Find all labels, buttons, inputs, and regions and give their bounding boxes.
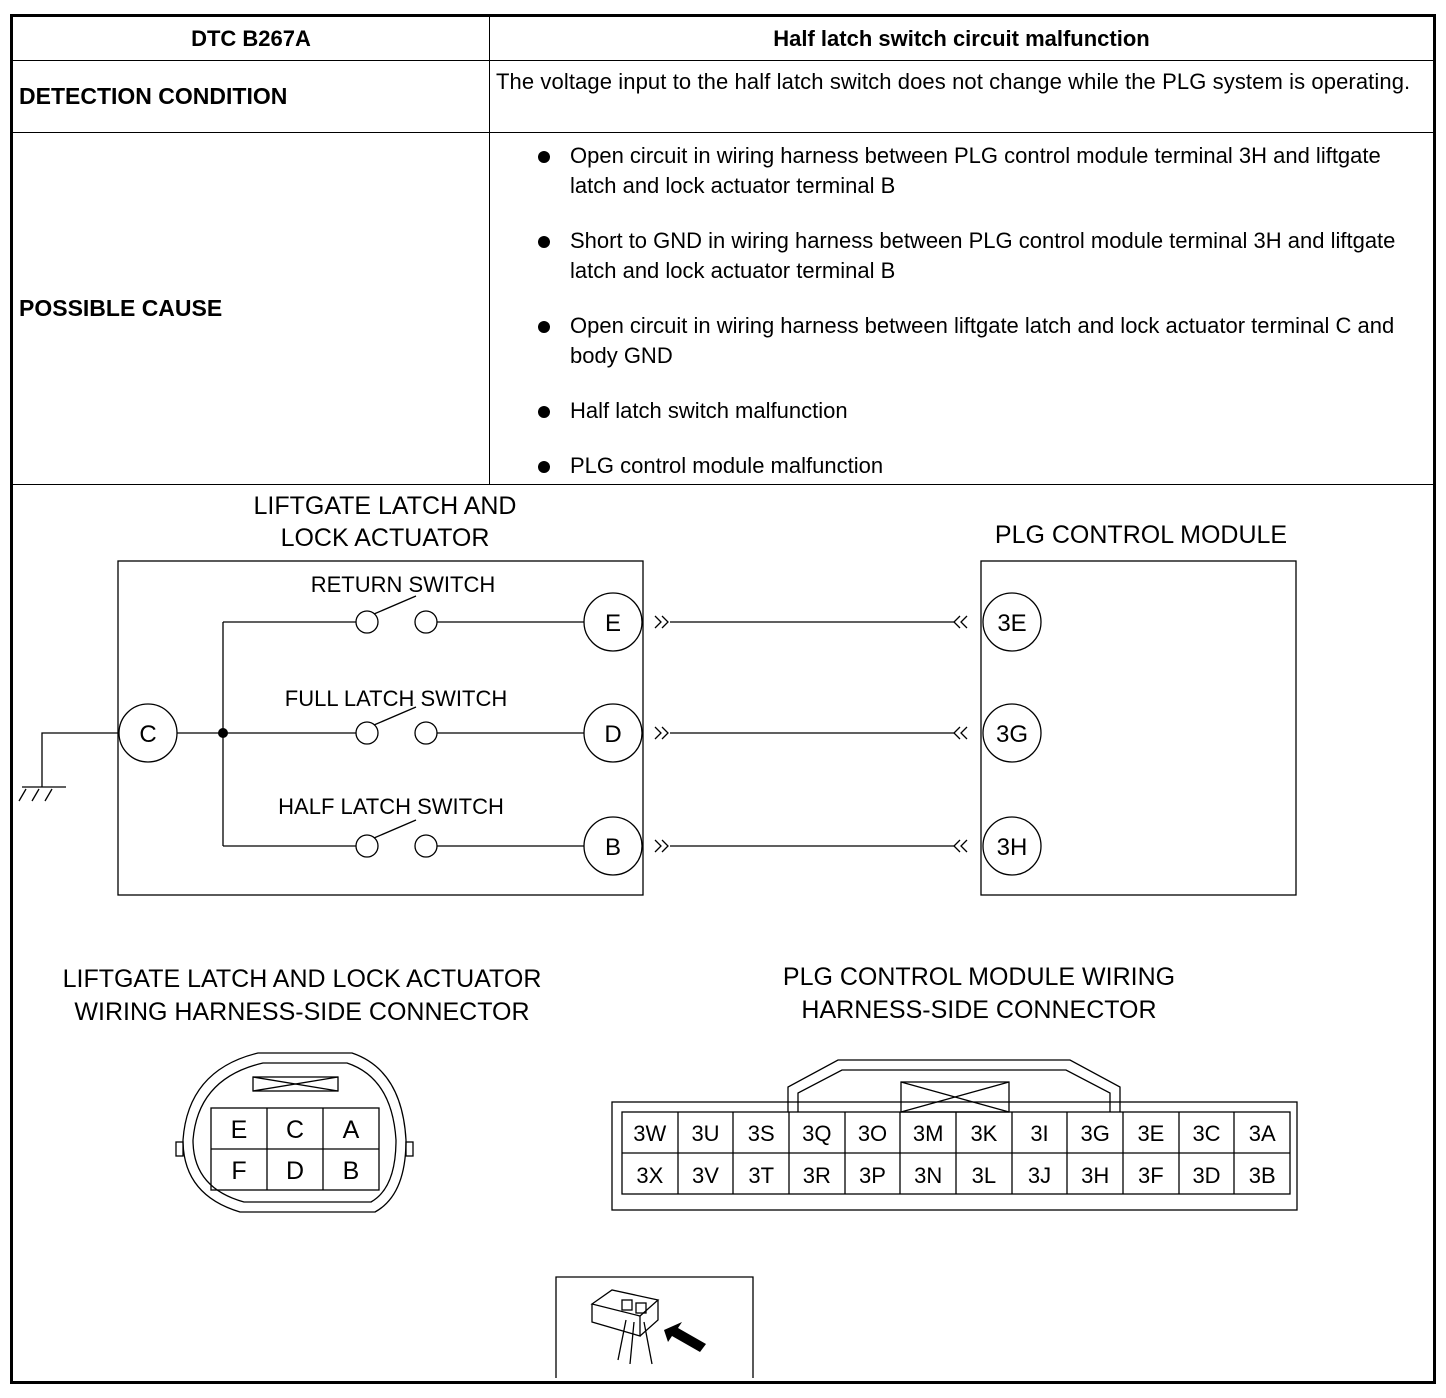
- terminal-c-label: C: [139, 721, 157, 748]
- module-pin: 3G: [1080, 1121, 1110, 1146]
- module-box: [981, 561, 1296, 895]
- module-pin: 3C: [1192, 1121, 1221, 1146]
- module-pin: 3U: [691, 1121, 720, 1146]
- half-latch-switch-label: HALF LATCH SWITCH: [278, 794, 504, 819]
- actuator-pin: B: [342, 1157, 360, 1185]
- actuator-pin: D: [285, 1157, 305, 1185]
- module-pin: 3R: [802, 1163, 831, 1188]
- actuator-pin: F: [231, 1157, 247, 1185]
- module-title: PLG CONTROL MODULE: [994, 521, 1288, 549]
- module-pin: 3I: [1030, 1121, 1049, 1146]
- terminal-3e-label: 3E: [997, 610, 1027, 637]
- cause-item: Short to GND in wiring harness between PLG control module terminal 3H and liftgate latch and lock actuator terminal B: [530, 226, 1403, 286]
- cause-item: Open circuit in wiring harness between PLG control module terminal 3H and liftgate latch and lock actuator terminal B: [530, 141, 1403, 201]
- terminal-e-label: E: [604, 610, 622, 637]
- actuator-pin: C: [285, 1116, 305, 1144]
- terminal-3h-label: 3H: [996, 834, 1028, 861]
- view-arrow-icon: [664, 1322, 706, 1352]
- actuator-pin: A: [342, 1116, 360, 1144]
- detection-label: DETECTION CONDITION: [13, 61, 490, 132]
- cause-item: Half latch switch malfunction: [530, 396, 1403, 426]
- module-pin: 3M: [912, 1121, 944, 1146]
- junction-dot: [218, 728, 228, 738]
- return-switch: [356, 596, 584, 633]
- module-pin: 3T: [748, 1163, 775, 1188]
- module-pin: 3Q: [802, 1121, 832, 1146]
- dtc-title: Half latch switch circuit malfunction: [773, 25, 1150, 51]
- terminal-d-label: D: [604, 721, 622, 748]
- module-connector-title-line1: PLG CONTROL MODULE WIRING: [782, 963, 1176, 991]
- module-pin: 3X: [636, 1163, 664, 1188]
- actuator-pin: E: [230, 1116, 248, 1144]
- module-pin: 3L: [971, 1163, 997, 1188]
- full-latch-switch: [356, 707, 584, 744]
- actuator-connector-title-line1: LIFTGATE LATCH AND LOCK ACTUATOR: [62, 965, 542, 993]
- module-pin: 3J: [1027, 1163, 1052, 1188]
- terminal-b-label: B: [604, 834, 622, 861]
- module-pin: 3H: [1081, 1163, 1110, 1188]
- module-pin: 3W: [633, 1121, 667, 1146]
- detection-text: The voltage input to the half latch switch does not change while the PLG system is operating.: [496, 69, 1411, 94]
- module-pin: 3V: [692, 1163, 719, 1188]
- module-pin: 3F: [1138, 1163, 1164, 1188]
- actuator-connector-title-line2: WIRING HARNESS-SIDE CONNECTOR: [74, 998, 530, 1026]
- half-latch-switch: [356, 820, 584, 857]
- return-switch-label: RETURN SWITCH: [310, 572, 496, 597]
- full-latch-switch-label: FULL LATCH SWITCH: [284, 686, 508, 711]
- connector-view-icon: [556, 1277, 753, 1398]
- module-pin: 3B: [1248, 1163, 1276, 1188]
- ground-symbol: [19, 733, 119, 801]
- possible-cause-label: POSSIBLE CAUSE: [13, 133, 490, 484]
- harness-wires: [655, 616, 967, 852]
- dtc-code: DTC B267A: [13, 17, 490, 60]
- module-pin: 3P: [859, 1163, 886, 1188]
- module-pin: 3D: [1192, 1163, 1221, 1188]
- cause-item: PLG control module malfunction: [530, 451, 1403, 481]
- actuator-title-line1: LIFTGATE LATCH AND: [253, 492, 517, 520]
- cause-item: Open circuit in wiring harness between liftgate latch and lock actuator terminal C and body GND: [530, 311, 1403, 371]
- actuator-title-line2: LOCK ACTUATOR: [280, 524, 490, 552]
- module-pin: 3S: [747, 1121, 775, 1146]
- terminal-3g-label: 3G: [995, 721, 1029, 748]
- module-pin: 3E: [1137, 1121, 1165, 1146]
- module-pin: 3O: [857, 1121, 888, 1146]
- module-pin: 3K: [970, 1121, 998, 1146]
- module-pin: 3N: [914, 1163, 943, 1188]
- module-pin: 3A: [1248, 1121, 1276, 1146]
- module-connector-title-line2: HARNESS-SIDE CONNECTOR: [801, 996, 1157, 1024]
